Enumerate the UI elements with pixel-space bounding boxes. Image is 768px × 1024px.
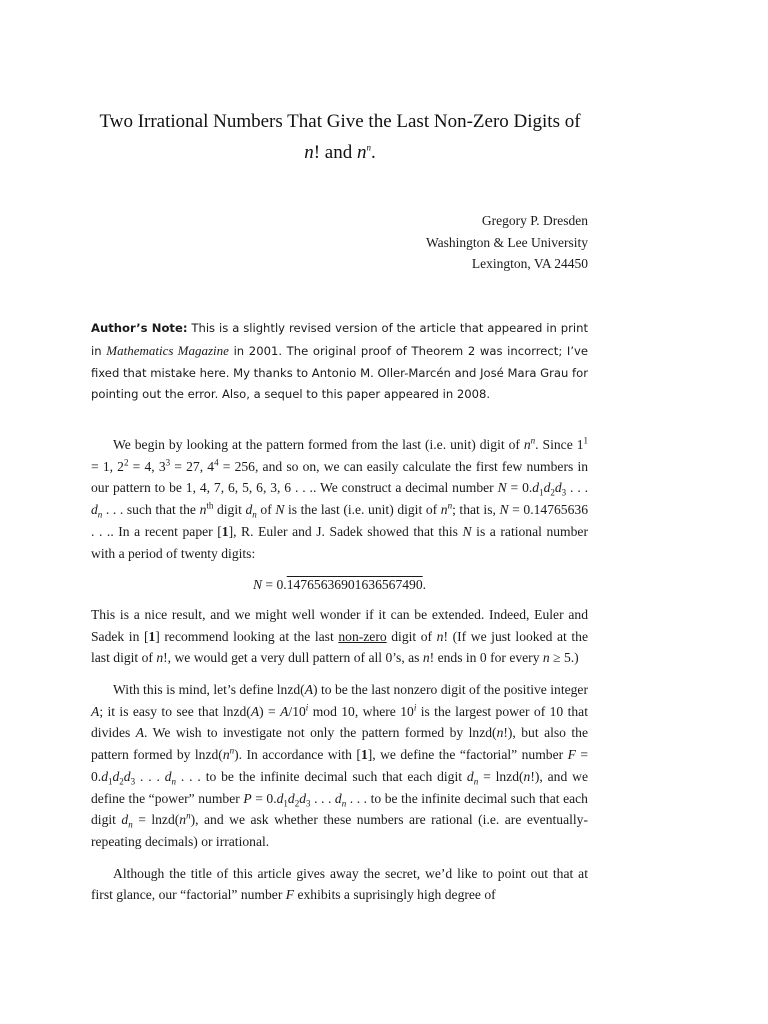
title-line-2: n! and $n^n$. — [304, 142, 376, 163]
authors-note: Author’s Note: This is a slightly revised version of the article that appeared in print in Mathematics Magazine in 2001. The original proof of Theorem 2 was incorrect; I’ve fixed that mistake here. My thanks to Antonio M. Oller-Marcén and José Mara Grau for pointing out the error. Also, a sequel to this paper appeared in 2008. — [91, 321, 588, 402]
author-name: Gregory P. Dresden — [481, 213, 588, 228]
magazine-name: Mathematics Magazine — [106, 342, 229, 358]
paragraph-1: We begin by looking at the pattern formed from the last (i.e. unit) digit of $n^n$. Since $1^1 = 1$, $2^2 = 4$, $3^3 = 27$, $4^4 = 256$, and so on, we can easily calculate the first few numbers in our pattern to be 1, 4, 7, 6, 5, 6, 3, 6 . . .. We construct a decimal number $N = 0.d_1d_2d_3$ . . . $d_n$ . . . such that the $n^{th}$ digit $d_n$ of N is the last (i.e. unit) digit of $n^n$; that is, N = 0.14765636 . . .. In a recent paper [1], R. Euler and J. Sadek showed that this N is a rational number with a period of twenty digits: — [91, 435, 589, 561]
underlined-term: non-zero — [338, 628, 387, 644]
author-affiliation: Washington & Lee University — [425, 234, 588, 250]
repeating-period: 14765636901636567490 — [286, 577, 423, 593]
title-line-1: Two Irrational Numbers That Give the Last Non-Zero Digits of — [99, 111, 581, 132]
note-label: Author’s Note: — [91, 321, 188, 335]
paper-title — [80, 106, 600, 168]
paragraph-2: This is a nice result, and we might well wonder if it can be extended. Indeed, Euler and Sadek in [1] recommend looking at the last non-zero digit of n! (If we just looked at the last digit of n!, we would get a very dull pattern of all 0’s, as n! ends in 0 for every n ≥ 5.) — [91, 606, 588, 666]
paragraph-3: With this is mind, let’s define lnzd(A) to be the last nonzero digit of the positive integer A; it is easy to see that lnzd(A) = $A/10^i$ mod 10, where 10$^i$ is the largest power of 10 that divides A. We wish to investigate not only the pattern formed by lnzd(n!), but also the pattern formed by $lnzd(n^n)$. In accordance with [1], we define the “factorial” number $F = 0.d_1d_2d_3$ . . . $d_n$ . . . to be the infinite decimal such that each digit $d_n$ = lnzd(n!), and we define the “power” number $P = 0.d_1d_2d_3$ . . . $d_n$ . . . to be the infinite decimal such that each digit $d_n$ = $lnzd(n^n)$, and we ask whether these numbers are rational (i.e. are eventually-repeating decimals) or irrational. — [91, 682, 589, 849]
author-block — [426, 210, 588, 275]
article-body — [91, 434, 588, 916]
display-equation: N = 0.14765636901636567490. — [252, 577, 427, 593]
author-location: Lexington, VA 24450 — [471, 256, 588, 271]
citation-ref: 1 — [221, 523, 229, 539]
paragraph-4: Although the title of this article gives away the secret, we’d like to point out that at first glance, our “factorial” number F exhibits a suprisingly high degree of — [91, 865, 588, 903]
